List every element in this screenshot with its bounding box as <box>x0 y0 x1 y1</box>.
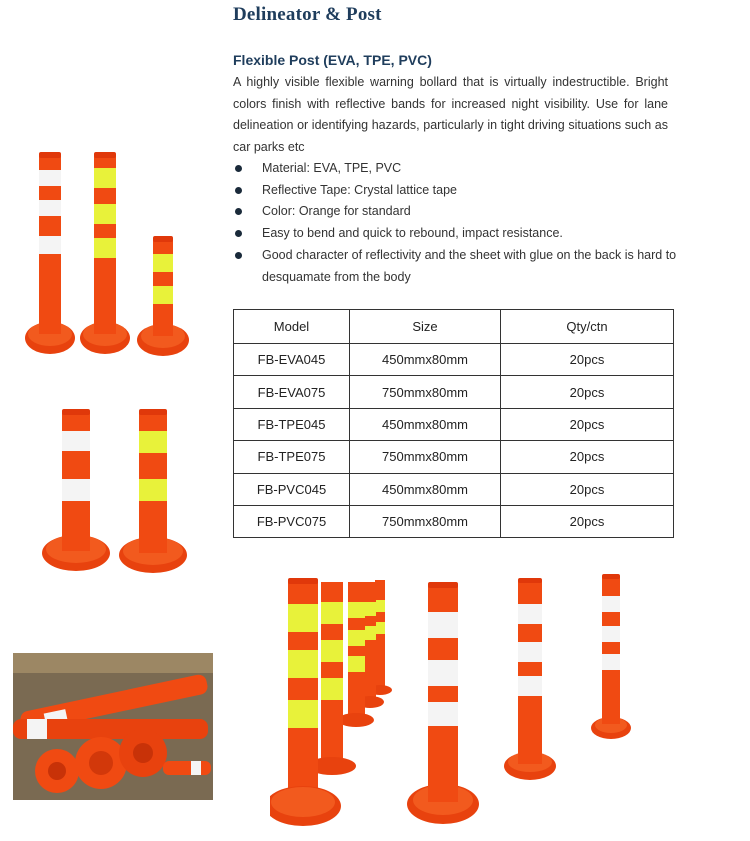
feature-text: Easy to bend and quick to rebound, impact resistance. <box>262 226 563 241</box>
feature-item <box>233 245 683 288</box>
cell-size: 450mmx80mm <box>350 344 501 376</box>
cell-model: FB-TPE045 <box>234 408 350 440</box>
cell-model: FB-EVA045 <box>234 344 350 376</box>
cell-size: 750mmx80mm <box>350 376 501 408</box>
product-photo-two-posts <box>38 405 198 575</box>
feature-text: Good character of reflectivity and the sheet with glue on the back is hard to desquamate from the body <box>262 247 677 284</box>
bullet-icon <box>235 252 242 259</box>
cell-model: FB-TPE075 <box>234 441 350 473</box>
spec-table <box>233 309 674 538</box>
bullet-icon <box>235 187 242 194</box>
cell-qty: 20pcs <box>501 376 674 408</box>
feature-item <box>233 223 683 245</box>
page-title: Delineator & Post <box>233 4 382 25</box>
cell-size: 750mmx80mm <box>350 505 501 537</box>
cell-qty: 20pcs <box>501 441 674 473</box>
feature-item <box>233 180 683 202</box>
bullet-icon <box>235 230 242 237</box>
cell-qty: 20pcs <box>501 473 674 505</box>
table-row <box>234 344 674 376</box>
cell-qty: 20pcs <box>501 408 674 440</box>
cell-qty: 20pcs <box>501 344 674 376</box>
cell-size: 450mmx80mm <box>350 408 501 440</box>
cell-qty: 20pcs <box>501 505 674 537</box>
feature-item <box>233 201 683 223</box>
column-header-size: Size <box>350 310 501 344</box>
table-row <box>234 376 674 408</box>
section-title: Flexible Post (EVA, TPE, PVC) <box>233 52 432 68</box>
cell-model: FB-PVC075 <box>234 505 350 537</box>
cell-size: 750mmx80mm <box>350 441 501 473</box>
feature-item <box>233 158 683 180</box>
cell-model: FB-EVA075 <box>234 376 350 408</box>
cell-model: FB-PVC045 <box>234 473 350 505</box>
column-header-model: Model <box>234 310 350 344</box>
feature-text: Material: EVA, TPE, PVC <box>262 161 402 175</box>
feature-list <box>233 158 683 288</box>
feature-text: Color: Orange for standard <box>262 204 411 219</box>
bullet-icon <box>235 165 242 172</box>
cell-size: 450mmx80mm <box>350 473 501 505</box>
table-header-row <box>234 310 674 344</box>
product-description: A highly visible flexible warning bollard that is virtually indestructible. Bright colors finish with reflective bands for increased night visibility. Use for lane delineation or identifying hazards, particularly in tight driving situations such as car parks etc <box>233 75 668 155</box>
product-photo-three-posts <box>20 148 200 360</box>
feature-text: Reflective Tape: Crystal lattice tape <box>262 182 458 197</box>
table-row <box>234 473 674 505</box>
table-row <box>234 505 674 537</box>
table-row <box>234 441 674 473</box>
bullet-icon <box>235 208 242 215</box>
table-row <box>234 408 674 440</box>
column-header-qty: Qty/ctn <box>501 310 674 344</box>
product-photo-packaging <box>13 653 213 800</box>
product-photo-post-lineup <box>270 570 642 832</box>
